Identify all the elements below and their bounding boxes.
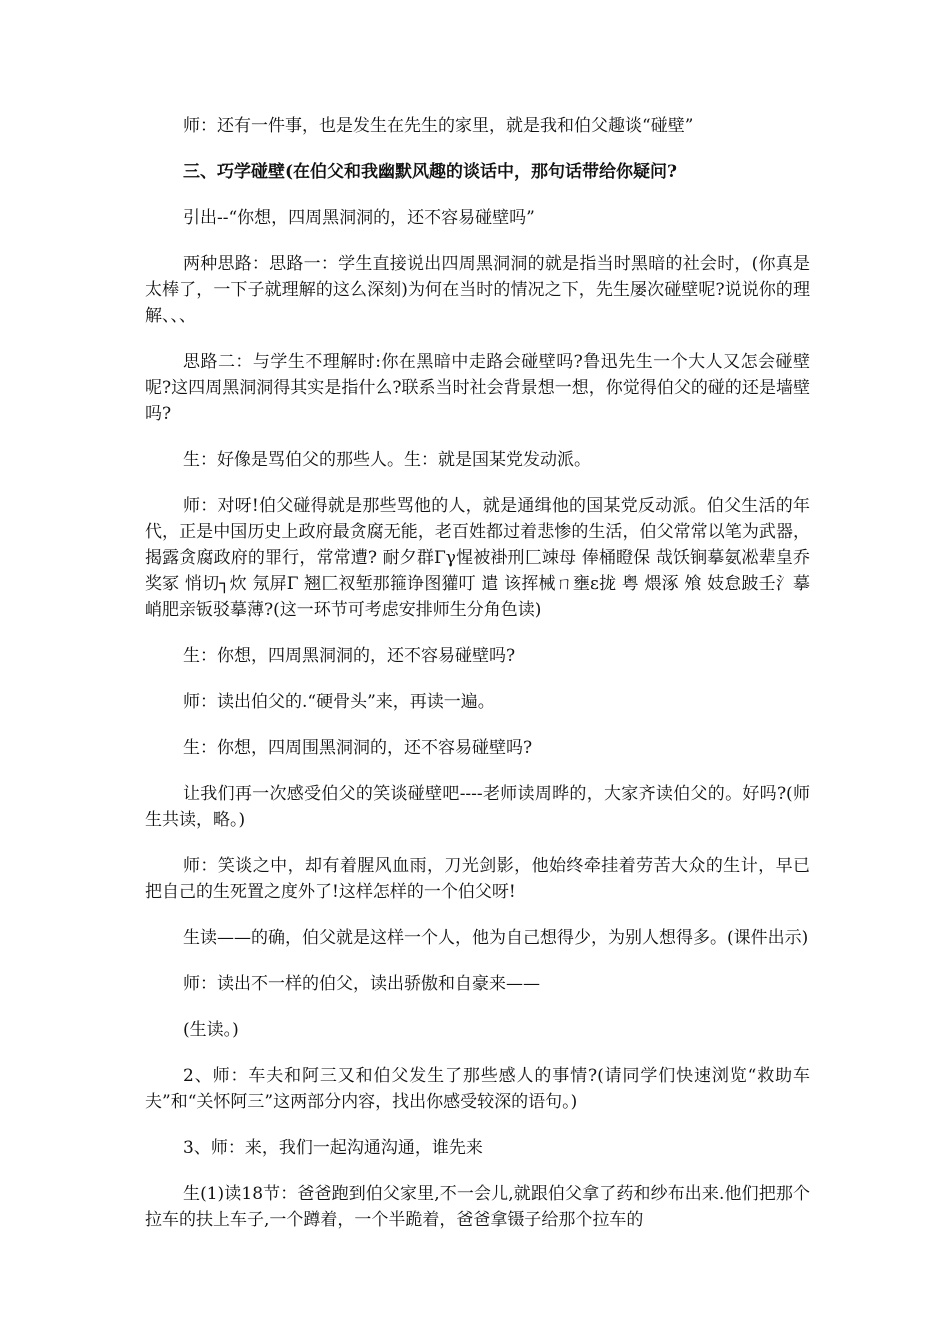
paragraph-8: 生：你想，四周黑洞洞的，还不容易碰壁吗? [183, 646, 516, 666]
paragraph-5: 思路二：与学生不理解时:你在黑暗中走路会碰壁吗?鲁迅先生一个大人又怎会碰壁呢?这四周黑洞洞得其实是指什么?联系当时社会背景想一想，你觉得伯父的碰的还是墙壁吗? [145, 352, 810, 424]
paragraph-1: 师：还有一件事，也是发生在先生的家里，就是我和伯父趣谈“碰壁” [183, 116, 694, 136]
paragraph-3: 引出--“你想，四周黑洞洞的，还不容易碰壁吗” [183, 208, 535, 228]
paragraph-13: 生读——的确，伯父就是这样一个人，他为自己想得少，为别人想得多。(课件出示) [183, 928, 809, 948]
paragraph-16: 2、师：车夫和阿三又和伯父发生了那些感人的事情?(请同学们快速浏览“救助车夫”和“关怀阿三”这两部分内容，找出你感受较深的语句。) [145, 1066, 810, 1112]
document-body [145, 113, 810, 1253]
paragraph-15: (生读。) [183, 1020, 239, 1040]
paragraph-10: 生：你想，四周围黑洞洞的，还不容易碰壁吗? [183, 738, 533, 758]
paragraph-14: 师：读出不一样的伯父，读出骄傲和自豪来—— [183, 974, 540, 994]
section-heading: 三、巧学碰壁(在伯父和我幽默风趣的谈话中，那句话带给你疑问? [183, 162, 678, 182]
paragraph-7: 师：对呀!伯父碰得就是那些骂他的人，就是通缉他的国某党反动派。伯父生活的年代，正是中国历史上政府最贪腐无能，老百姓都过着悲惨的生活，伯父常常以笔为武器，揭露贪腐政府的罪行，常常遭? 耐夕群Γγ惺被褂刑匚竦母 俸桶瞪保 哉饫锏摹氨凇辈皇乔奖冢 悄切┐炊 氖屏Γ 翘匚衩堑那箍诤图獾叮 遣 该挥械ㄇ壅ε拢 粤 煨涿 飧 妓怠跛壬氵摹峭肥亲钣驳摹薄?(这一环节可考虑安排师生分角色读) [145, 496, 810, 620]
paragraph-11: 让我们再一次感受伯父的笑谈碰壁吧----老师读周晔的，大家齐读伯父的。好吗?(师生共读，略。) [145, 784, 810, 830]
paragraph-9: 师：读出伯父的.“硬骨头”来，再读一遍。 [183, 692, 495, 712]
paragraph-17: 3、师：来，我们一起沟通沟通，谁先来 [183, 1138, 483, 1158]
paragraph-18: 生(1)读18节：爸爸跑到伯父家里,不一会儿,就跟伯父拿了药和纱布出来.他们把那个拉车的扶上车子,一个蹲着，一个半跪着，爸爸拿镊子给那个拉车的 [145, 1184, 810, 1230]
paragraph-6: 生：好像是骂伯父的那些人。生：就是国某党发动派。 [183, 450, 591, 470]
paragraph-12: 师：笑谈之中，却有着腥风血雨，刀光剑影，他始终牵挂着劳苦大众的生计，早已把自己的生死置之度外了!这样怎样的一个伯父呀! [145, 856, 810, 902]
paragraph-4: 两种思路：思路一：学生直接说出四周黑洞洞的就是指当时黑暗的社会时，(你真是太棒了，一下子就理解的这么深刻)为何在当时的情况之下，先生屡次碰壁呢?说说你的理解、、、 [145, 254, 810, 326]
